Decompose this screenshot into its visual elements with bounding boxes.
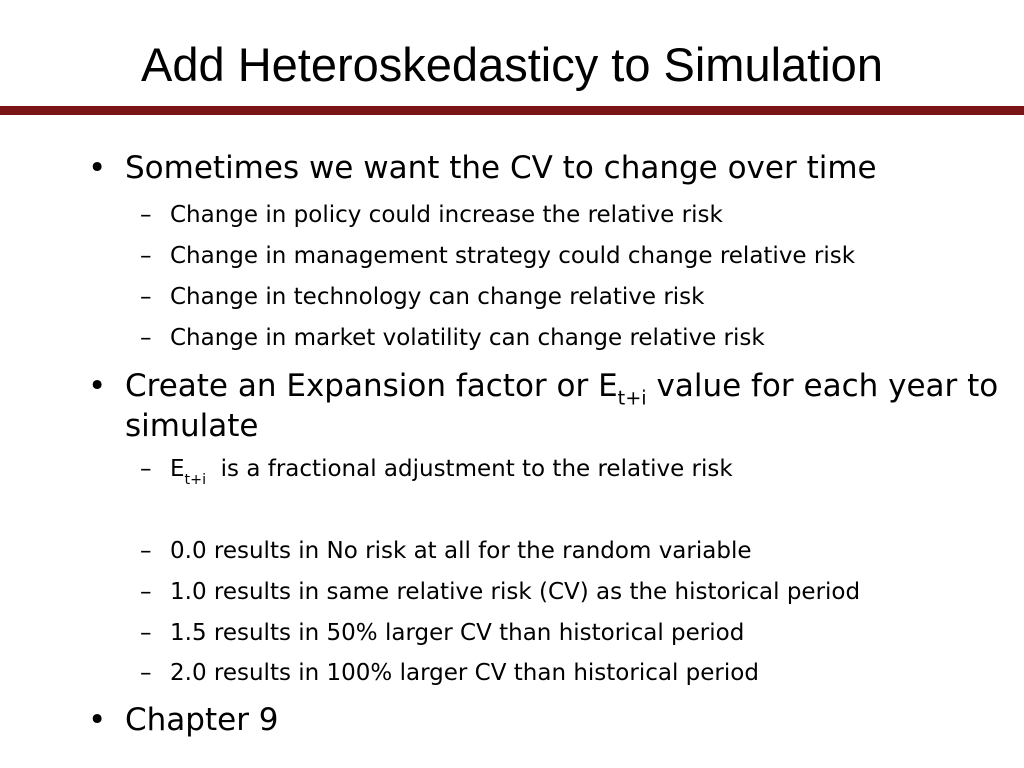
- bullet-2-text-before: Create an Expansion factor or E: [125, 368, 618, 404]
- sub-bullet-text: 0.0 results in No risk at all for the random variable: [170, 538, 752, 564]
- sub-bullet-text: 2.0 results in 100% larger CV than historical period: [170, 660, 759, 686]
- dash-marker: –: [140, 660, 152, 686]
- dash-marker: –: [140, 456, 152, 482]
- sub-bullet-text: is a fractional adjustment to the relative risk: [206, 456, 733, 482]
- dash-marker: –: [140, 284, 152, 310]
- slide-title: Add Heteroskedasticy to Simulation: [141, 38, 883, 91]
- sub-bullet-2-4: [140, 658, 759, 688]
- sub-bullet-1-1: [140, 200, 723, 230]
- dash-marker: –: [140, 538, 152, 564]
- sub-bullet-2-3: [140, 618, 745, 648]
- bullet-1: [88, 148, 877, 188]
- e-base: E: [170, 456, 185, 482]
- dash-marker: –: [140, 202, 152, 228]
- sub-bullet-2-e: [140, 454, 733, 488]
- bullet-2: [88, 366, 999, 410]
- bullet-3: [88, 700, 279, 740]
- bullet-2-text-line2: simulate: [125, 408, 259, 444]
- sub-bullet-1-4: [140, 323, 765, 353]
- sub-bullet-text: 1.0 results in same relative risk (CV) as the historical period: [170, 579, 861, 605]
- bullet-2-line-2: [125, 406, 258, 446]
- subscript-t-plus-i: t+i: [184, 471, 207, 488]
- bullet-marker: •: [88, 368, 107, 404]
- sub-bullet-text: 1.5 results in 50% larger CV than historical period: [170, 620, 745, 646]
- sub-bullet-text: Change in market volatility can change relative risk: [170, 325, 765, 351]
- sub-bullet-2-1: [140, 536, 752, 566]
- dash-marker: –: [140, 325, 152, 351]
- bullet-marker: •: [88, 702, 107, 738]
- subscript-t-plus-i: t+i: [617, 386, 647, 410]
- sub-bullet-text: Change in policy could increase the relative risk: [170, 202, 723, 228]
- dash-marker: –: [140, 579, 152, 605]
- bullet-2-text-after: value for each year to: [646, 368, 999, 404]
- sub-bullet-1-3: [140, 282, 705, 312]
- bullet-1-text: Sometimes we want the CV to change over time: [125, 150, 877, 186]
- dash-marker: –: [140, 243, 152, 269]
- sub-bullet-1-2: [140, 241, 856, 271]
- sub-bullet-text: Change in technology can change relative risk: [170, 284, 705, 310]
- bullet-marker: •: [88, 150, 107, 186]
- dash-marker: –: [140, 620, 152, 646]
- sub-bullet-text: Change in management strategy could change relative risk: [170, 243, 856, 269]
- title-divider: [0, 106, 1024, 115]
- sub-bullet-2-2: [140, 577, 861, 607]
- bullet-3-text: Chapter 9: [125, 702, 279, 738]
